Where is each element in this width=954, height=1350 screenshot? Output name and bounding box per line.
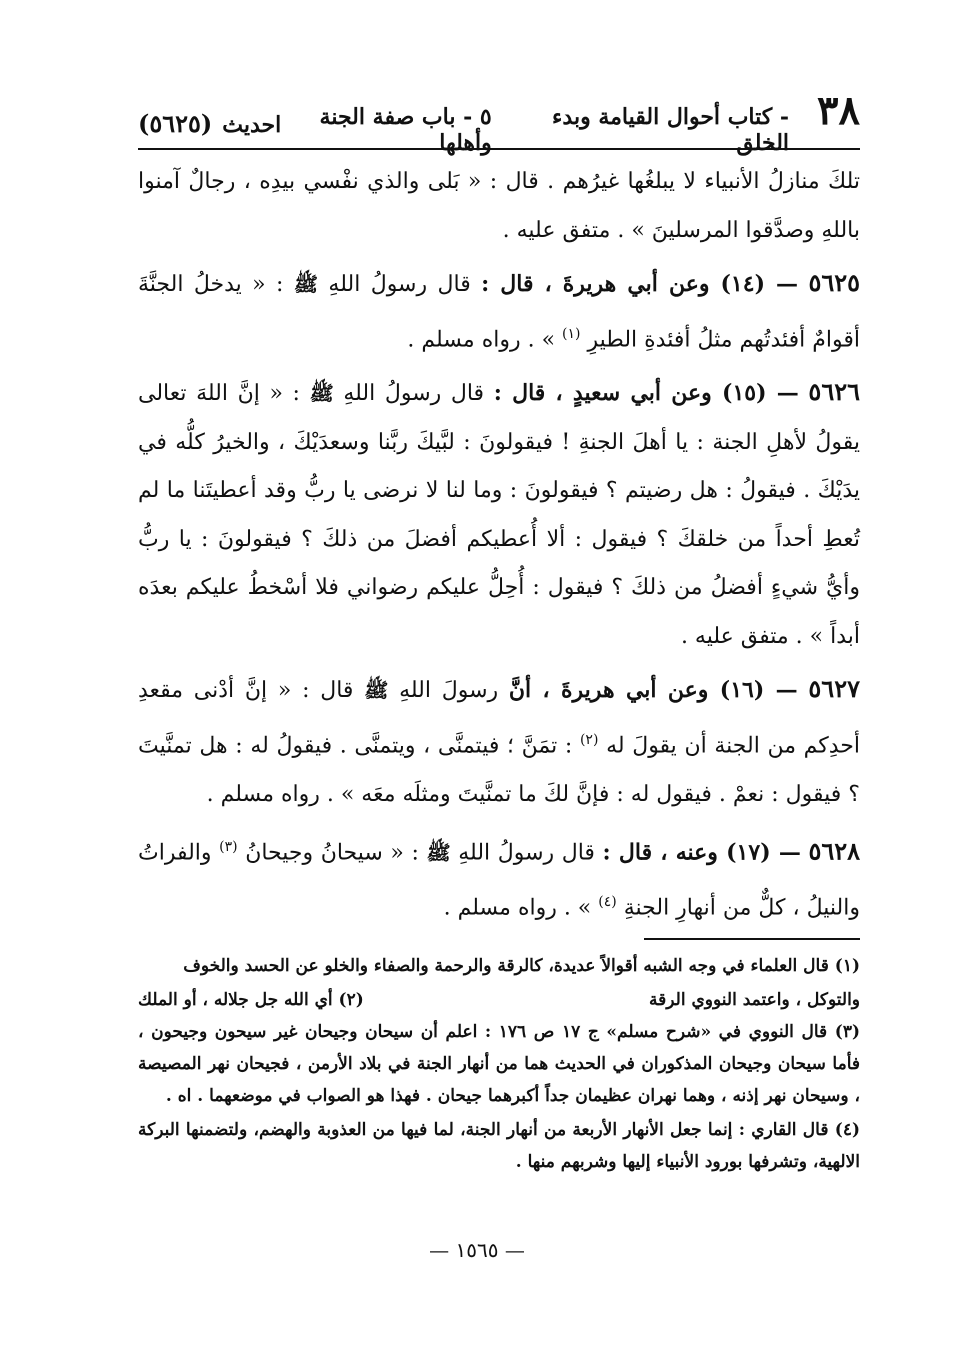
hadith-text: : « إنَّ اللهَ تعالى يقولُ لأهلِ الجنة : يا أهلَ الجنةِ ! فيقولونَ : لبَّيكَ ربَّنا وسعدَيْكَ ، والخيرُ كلُّه في يدَيْكَ . فيقولُ : هل رضيتم ؟ فيقولونَ : وما لنا لا نرضى يا ربُّ وقد أعطيتَنا ما لم تُعطِ أحداً من خلقكَ ؟ فيقول : ألا أُعطيكم أفضلَ من ذلكَ ؟ فيقولونَ : يا ربُّ وأيُّ شيءٍ أفضلُ من ذلكَ ؟ فيقول : أُحِلُّ عليكم رضواني فلا أسْخطُ عليكم بعدَه أبداً » . متفق عليه . xyxy=(138,381,860,649)
narrator-chain: — (١٦) وعن أبي هريرةَ ، أنَّ xyxy=(508,677,798,704)
footnote-ref: (١) xyxy=(562,325,581,342)
footnote-4: (٤) قال القاري : إنما جعل الأنهار الأربعة من أنهار الجنة، لما فيها من العذوبة والهضم، ولتضمنها البركة الالهية، وتشرفها بورود الأنبياء إليها وشربهم منها . xyxy=(138,1120,860,1172)
footnote-ref: (٤) xyxy=(598,893,617,910)
narrator-chain: — (١٥) وعن أبي سعيدٍ ، قال : xyxy=(493,380,799,407)
main-text xyxy=(138,158,860,937)
section-title: ٥ - باب صفة الجنة وأهلها xyxy=(319,103,492,156)
hadith-5625 xyxy=(138,259,860,364)
salutation-glyph: ﷺ xyxy=(293,272,319,296)
hadith-text: قال رسولُ اللهِ xyxy=(458,840,595,866)
hadith-text: والفراتُ والنيلُ ، كلٌّ من أنهارِ الجنةِ xyxy=(138,840,860,921)
footnote-2: (٢) أي الله جل جلاله ، أو الملك xyxy=(138,990,364,1010)
header-left xyxy=(138,109,281,138)
hadith-text: : « يدخلُ الجنَّةَ أقوامٌ أفئدتُهم مثلُ أفئدةِ الطيرِ xyxy=(138,272,860,352)
chapter-number: ٣٨ xyxy=(817,86,860,134)
footnote-separator xyxy=(644,938,860,940)
hadith-text: » . رواه مسلم . xyxy=(443,895,592,921)
hadith-5626 xyxy=(138,368,860,661)
hadith-number: ٥٦٢٥ xyxy=(808,268,861,297)
hadith-number: ٥٦٢٦ xyxy=(808,377,860,407)
hadith-text: رسولَ اللهِ xyxy=(399,678,499,704)
hadith-text: : تمَنَّ ؛ فيتمنَّى ، ويتمنَّى . فيقولُ له : هل تمنَّيتَ ؟ فيقول : نعمْ . فيقول له : فإنَّ لكَ ما تمنَّيتَ ومثلَه معَه » . رواه مسلم . xyxy=(138,733,860,807)
page-number: — ١٥٦٥ — xyxy=(429,1238,525,1262)
book-title: - كتاب أحوال القيامة وبدء الخلق xyxy=(552,103,790,156)
hadith-text: : « سيحانُ وجيحانُ xyxy=(245,840,419,866)
salutation-glyph: ﷺ xyxy=(426,840,451,865)
hadith-5627 xyxy=(138,665,860,819)
footnote-3: (٣) قال النووي في «شرح مسلم» ج ١٧ ص ١٧٦ : اعلم أن سيحان وجيحان غير سيحون وجيحون ، فأما سيحان وجيحان المذكوران في الحديث هما من أنهار الجنة في بلاد الأرمن ، فجيحان نهر المصيصة ، وسيحان نهر إذنه ، وهما نهران عظيمان جداً أكبرهما جيحان . فهذا هو الصواب في موضعهما . اه . xyxy=(138,1022,860,1106)
hadith-text: قال رسولُ اللهِ xyxy=(328,272,471,297)
hadith-text: » . رواه مسلم . xyxy=(407,326,556,352)
salutation-glyph: ﷺ xyxy=(309,381,334,406)
salutation-glyph: ﷺ xyxy=(364,678,389,703)
narrator-chain: — (١٧) وعنه ، قال : xyxy=(602,839,801,866)
hadith-text: قال : « إنَّ أدْنى مقعدِ أحدِكم من الجنة أن يقولَ له xyxy=(138,678,861,759)
header-right xyxy=(281,86,860,156)
footnote-1-continued: والتوكل ، واعتمد النووي الرقة xyxy=(649,990,860,1010)
hadith-text: قال رسولُ اللهِ xyxy=(343,381,485,407)
footnote-1: (١) قال العلماء في وجه الشبه أقوالاً عديدة، كالرقة والرحمة والصفاء والخلو عن الحسد والخوف xyxy=(183,956,860,976)
hadith-number: ٥٦٢٧ xyxy=(808,674,860,704)
footnote-ref: (٢) xyxy=(579,731,599,748)
running-header xyxy=(138,86,860,156)
hadith-number: ٥٦٢٨ xyxy=(808,836,861,866)
paragraph-continuation: تلكَ منازلُ الأنبياء لا يبلغُها غيرُهم . قال : « بَلى والذي نفْسي بيدِه ، رجالٌ آمنوا باللهِ وصدَّقوا المرسلينَ » . متفق عليه . xyxy=(138,169,860,243)
footnote-row xyxy=(138,984,860,1016)
hadith-5628 xyxy=(138,823,860,933)
footnotes xyxy=(138,950,860,1180)
hadith-range: (٥٦٢٥) xyxy=(138,108,213,138)
narrator-chain: — (١٤) وعن أبي هريرةَ ، قال : xyxy=(481,271,799,297)
footnote-ref: (٣) xyxy=(219,839,238,856)
hadith-range-label: احديث xyxy=(222,111,282,138)
